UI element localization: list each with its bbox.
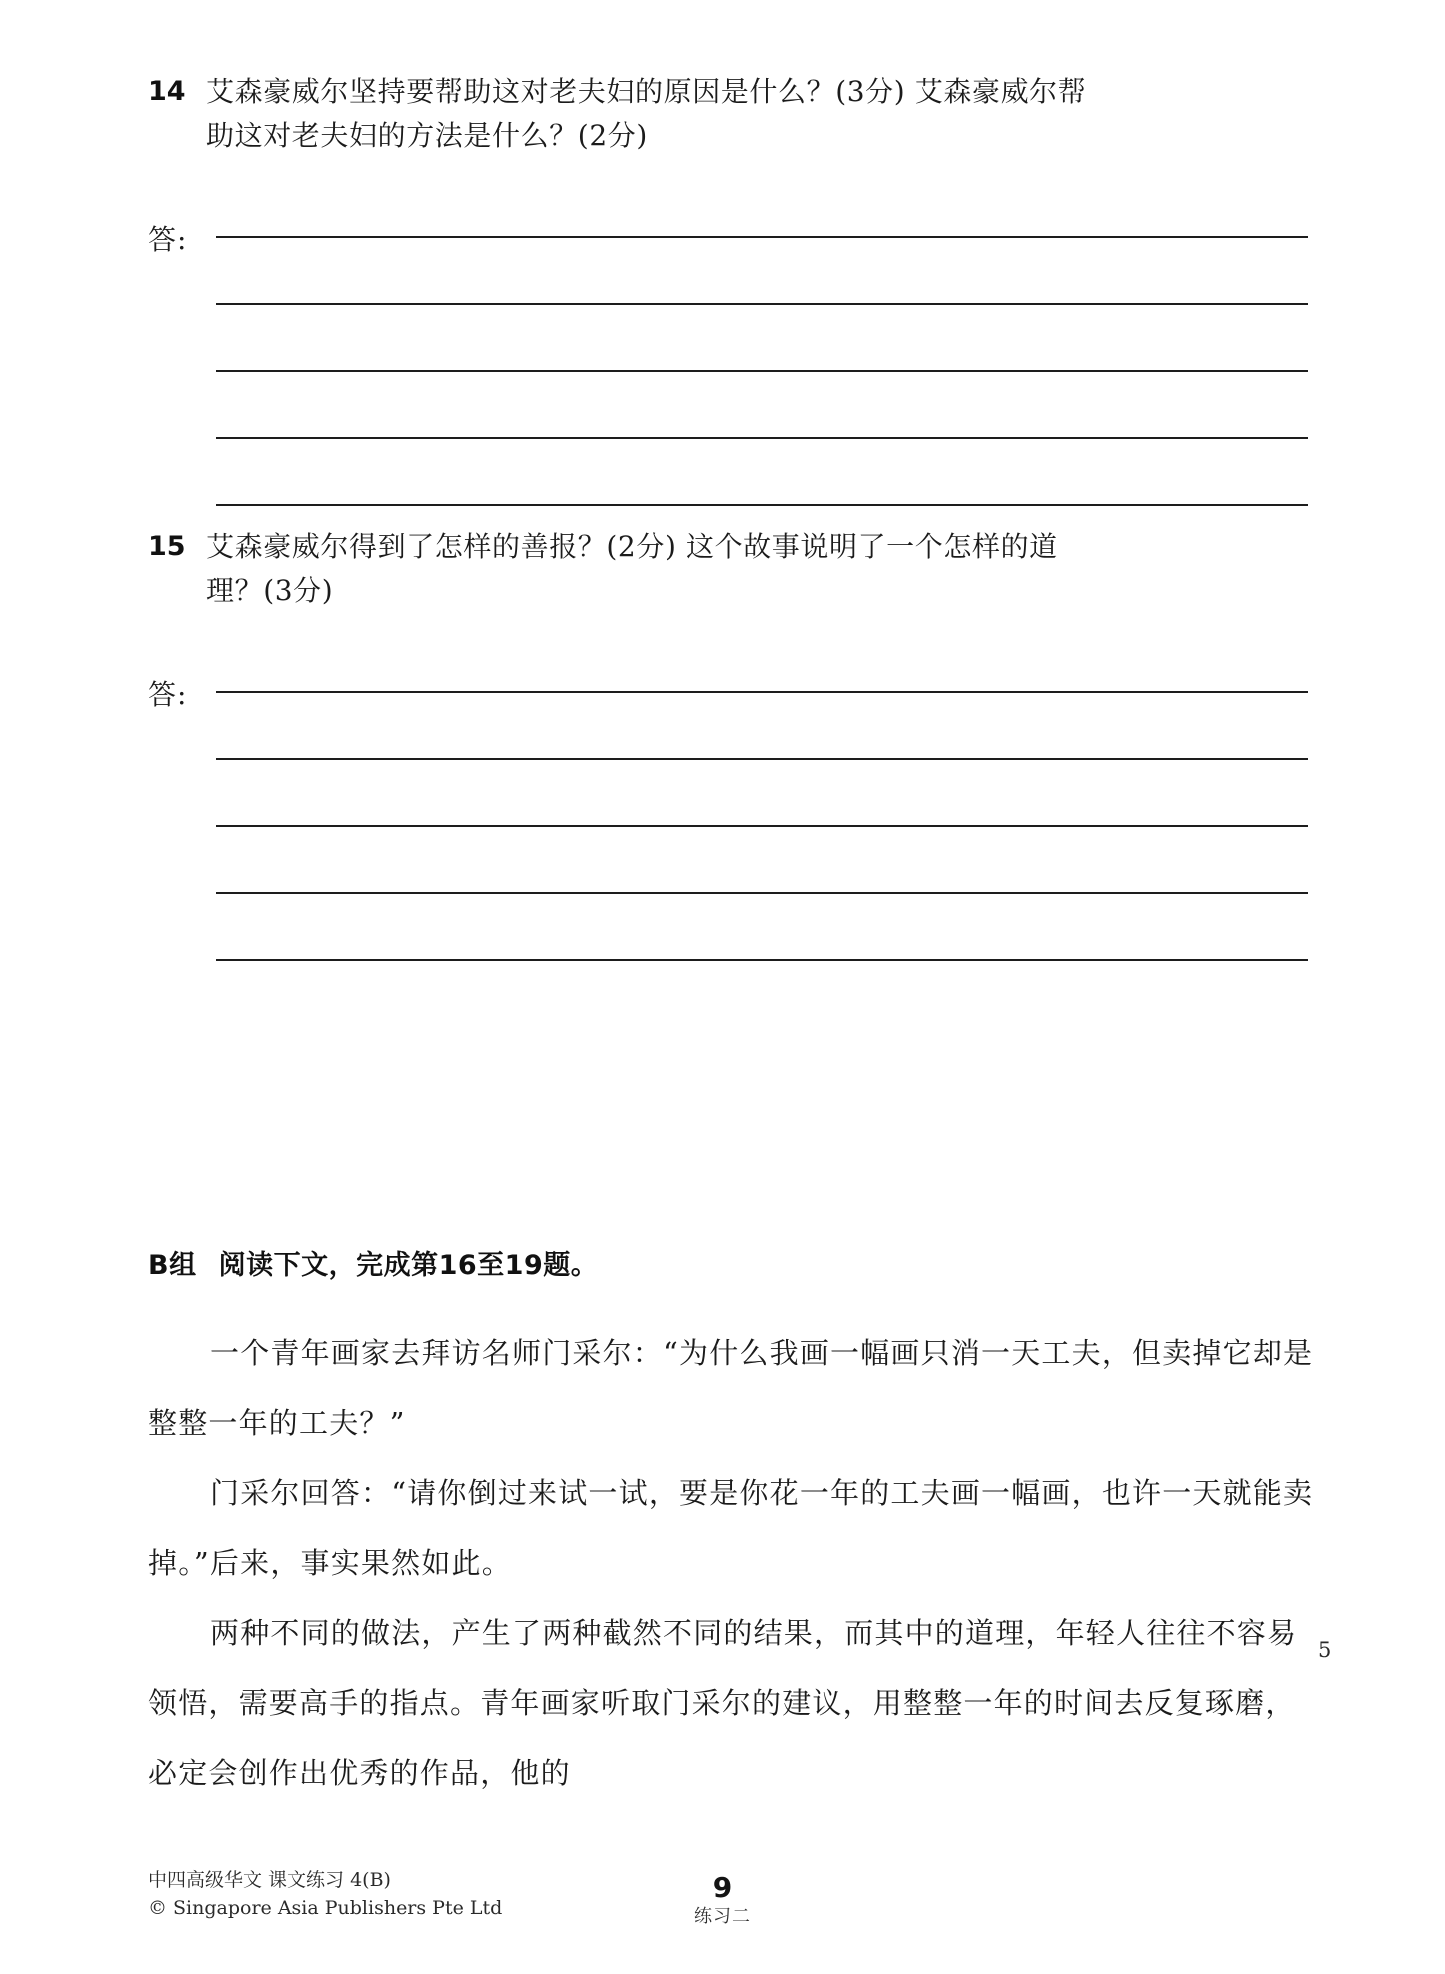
- page-section-label: 练习二: [694, 1906, 751, 1927]
- question-15-text: [206, 525, 1308, 613]
- answer-line[interactable]: [216, 892, 1308, 894]
- question-14-line1: 艾森豪威尔坚持要帮助这对老夫妇的原因是什么？(3分) 艾森豪威尔帮: [206, 75, 1087, 108]
- question-14-line2: 助这对老夫妇的方法是什么？(2分): [206, 119, 648, 152]
- answer-line[interactable]: [216, 758, 1308, 760]
- passage-paragraph-1: 一个青年画家去拜访名师门采尔：“为什么我画一幅画只消一天工夫，但卖掉它却是整整一年的工夫？”: [148, 1336, 1314, 1440]
- section-instruction: 阅读下文，完成第16至19题。: [218, 1250, 599, 1281]
- question-15-row: [148, 525, 1308, 613]
- reading-passage: [148, 1318, 1323, 1808]
- question-15-line1: 艾森豪威尔得到了怎样的善报？(2分) 这个故事说明了一个怎样的道: [206, 530, 1058, 563]
- answer-line[interactable]: [216, 959, 1308, 961]
- footer-book-title: 中四高级华文 课文练习 4(B): [148, 1869, 391, 1891]
- page-number: 9: [712, 1871, 733, 1904]
- answer-label-14: 答:: [148, 223, 188, 256]
- answer-area-15: [148, 678, 1308, 985]
- question-15: [148, 525, 1308, 613]
- answer-area-14: [148, 223, 1308, 530]
- answer-line[interactable]: [216, 303, 1308, 305]
- question-15-line2: 理？(3分): [206, 574, 334, 607]
- question-14-row: [148, 70, 1308, 158]
- answer-line[interactable]: [216, 825, 1308, 827]
- answer-label-15: 答:: [148, 678, 188, 711]
- answer-line[interactable]: [216, 504, 1308, 506]
- question-14-text: [206, 70, 1308, 158]
- passage-paragraph-3: 两种不同的做法，产生了两种截然不同的结果，而其中的道理，年轻人往往不容易领悟，需要高手的指点。青年画家听取门采尔的建议，用整整一年的时间去反复琢磨，必定会创作出优秀的作品，他的: [148, 1616, 1298, 1790]
- section-heading-b: [148, 1243, 1308, 1282]
- question-14: [148, 70, 1308, 158]
- answer-line[interactable]: [216, 691, 1308, 693]
- question-15-number: 15: [148, 531, 186, 562]
- section-group-label: B组: [148, 1250, 197, 1281]
- answer-line[interactable]: [216, 236, 1308, 238]
- answer-line[interactable]: [216, 370, 1308, 372]
- footer-center: [0, 1872, 1445, 1930]
- line-number-marker-5: 5: [1318, 1638, 1332, 1662]
- question-14-number: 14: [148, 76, 186, 107]
- footer-copyright: © Singapore Asia Publishers Pte Ltd: [148, 1897, 503, 1919]
- answer-line[interactable]: [216, 437, 1308, 439]
- passage-paragraph-2: 门采尔回答：“请你倒过来试一试，要是你花一年的工夫画一幅画，也许一天就能卖掉。”后来，事实果然如此。: [148, 1476, 1314, 1580]
